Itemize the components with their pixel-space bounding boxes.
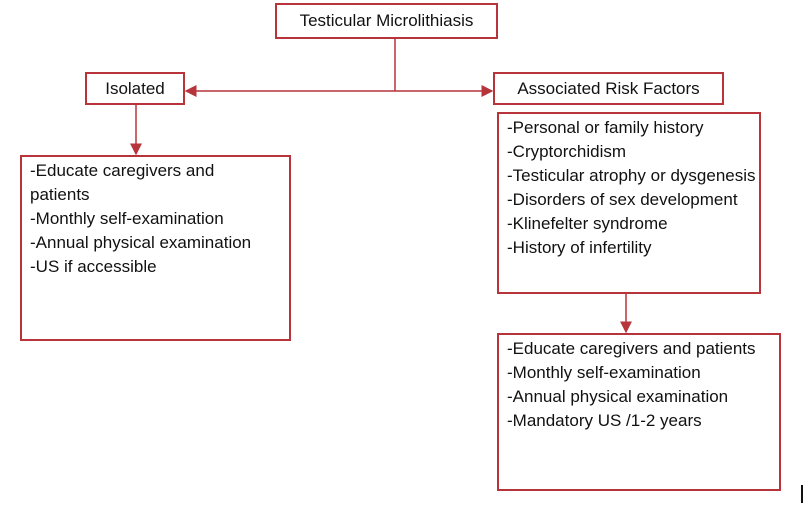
risk-recommendation-3: -Annual physical examination	[507, 387, 729, 406]
risk-factor-2: -Cryptorchidism	[507, 142, 627, 161]
node-associated-risk-factors	[493, 72, 724, 105]
risk-factor-6: -History of infertility	[507, 238, 652, 257]
risk-recommendation-2: -Monthly self-examination	[507, 363, 701, 382]
isolated-recommendation-4: -Annual physical examination	[30, 233, 252, 252]
isolated-recommendation-1: -Educate caregivers and	[30, 161, 215, 180]
risk-factor-3: -Testicular atrophy or dysgenesis	[507, 166, 756, 185]
risk-factor-4: -Disorders of sex development	[507, 190, 738, 209]
risk-factors-box	[497, 112, 761, 294]
isolated-recommendation-2: patients	[30, 185, 90, 204]
root-node-label: Testicular Microlithiasis	[299, 11, 474, 30]
isolated-recommendation-3: -Monthly self-examination	[30, 209, 224, 228]
risk-recommendation-4: -Mandatory US /1-2 years	[507, 411, 702, 430]
isolated-recommendations-box	[20, 155, 291, 341]
node-isolated-label: Isolated	[105, 78, 165, 98]
page-edge-cursor-mark	[801, 485, 803, 503]
node-risk-label: Associated Risk Factors	[517, 78, 700, 98]
isolated-recommendation-5: -US if accessible	[30, 257, 157, 276]
risk-factor-1: -Personal or family history	[507, 118, 704, 137]
risk-factor-5: -Klinefelter syndrome	[507, 214, 668, 233]
root-node-testicular-microlithiasis	[275, 3, 498, 39]
risk-recommendation-1: -Educate caregivers and patients	[507, 339, 756, 358]
risk-recommendations-box	[497, 333, 781, 491]
node-isolated	[85, 72, 185, 105]
